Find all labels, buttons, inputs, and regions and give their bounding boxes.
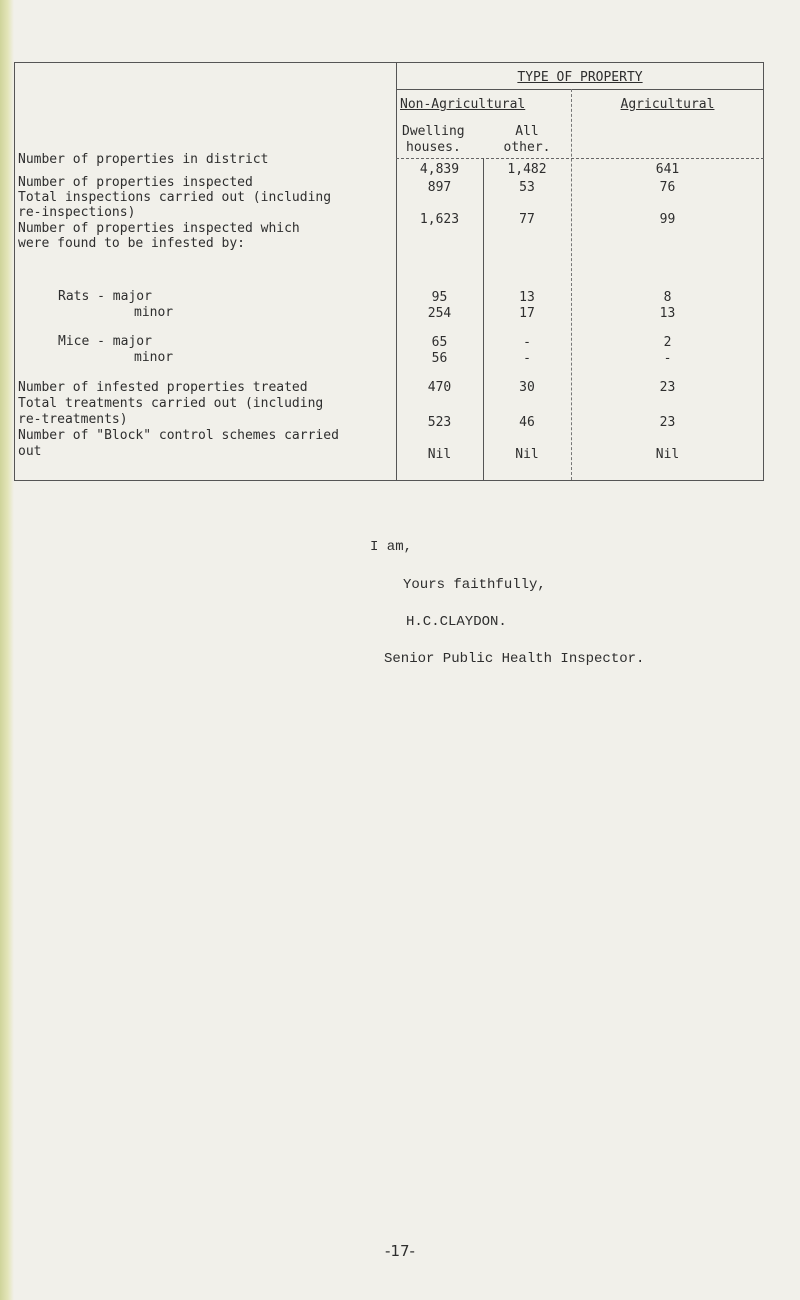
row-label: Rats - major [58,289,152,304]
binding-edge [0,0,14,1300]
all-other-heading: All [515,124,539,139]
cell-other: - [523,335,531,350]
table-bottom-rule [14,480,764,481]
row-label: Number of infested properties treated [18,380,308,395]
agricultural-heading: Agricultural [620,97,715,112]
dwelling-heading: Dwelling [402,124,465,139]
cell-agricultural: Nil [655,447,680,462]
property-infestation-table [14,62,764,482]
cell-agricultural: 23 [659,415,676,430]
cell-agricultural: 76 [659,180,676,195]
dwelling-heading-line2: houses. [406,140,461,155]
row-label: re-treatments) [18,412,128,427]
cell-other: Nil [515,447,539,462]
row-label: Total treatments carried out (including [18,396,324,411]
table-left-rule [14,62,15,480]
cell-other: 1,482 [507,162,547,177]
cell-other: 53 [519,180,535,195]
cell-agricultural: 13 [659,306,676,321]
cell-dwelling: 1,623 [419,212,460,227]
closing-yours-faithfully: Yours faithfully, [403,577,546,593]
all-other-heading-line2: other. [503,140,551,155]
signatory-title: Senior Public Health Inspector. [384,651,645,667]
row-label: minor [134,305,174,320]
subheading-rule [396,158,764,159]
cell-other: - [523,351,531,366]
signature-name: H.C.CLAYDON. [406,614,507,630]
cell-agricultural: 23 [659,380,676,395]
cell-dwelling: Nil [427,447,452,462]
cell-agricultural: - [663,351,672,366]
non-agricultural-heading: Non-Agricultural [400,97,526,112]
row-label: were found to be infested by: [18,236,245,251]
cell-dwelling: 56 [431,351,448,366]
row-label: re-inspections) [18,205,136,220]
row-label: Number of properties in district [18,152,269,167]
cell-agricultural: 2 [663,335,672,350]
row-label: Mice - major [58,334,152,349]
row-label: out [18,444,42,459]
cell-other: 46 [519,415,535,430]
type-heading-rule [396,89,764,90]
cell-dwelling: 4,839 [419,162,460,177]
type-of-property-heading: TYPE OF PROPERTY [517,70,643,85]
cell-dwelling: 523 [427,415,452,430]
cell-other: 17 [519,306,535,321]
cell-dwelling: 897 [427,180,452,195]
table-top-rule [14,62,764,63]
cell-dwelling: 65 [431,335,448,350]
row-label: minor [134,350,174,365]
row-label: Number of properties inspected [18,175,253,190]
row-label: Number of properties inspected which [18,221,300,236]
row-label: Number of "Block" control schemes carried [18,428,339,443]
row-label: Total inspections carried out (including [18,190,332,205]
cell-dwelling: 254 [427,306,452,321]
cell-other: 13 [519,290,535,305]
cell-other: 30 [519,380,535,395]
page-number: -17- [385,1242,415,1260]
cell-agricultural: 99 [659,212,676,227]
cell-agricultural: 641 [655,162,680,177]
cell-agricultural: 8 [663,290,672,305]
cell-dwelling: 470 [427,380,452,395]
cell-dwelling: 95 [431,290,448,305]
cell-other: 77 [519,212,535,227]
closing-i-am: I am, [370,539,413,555]
